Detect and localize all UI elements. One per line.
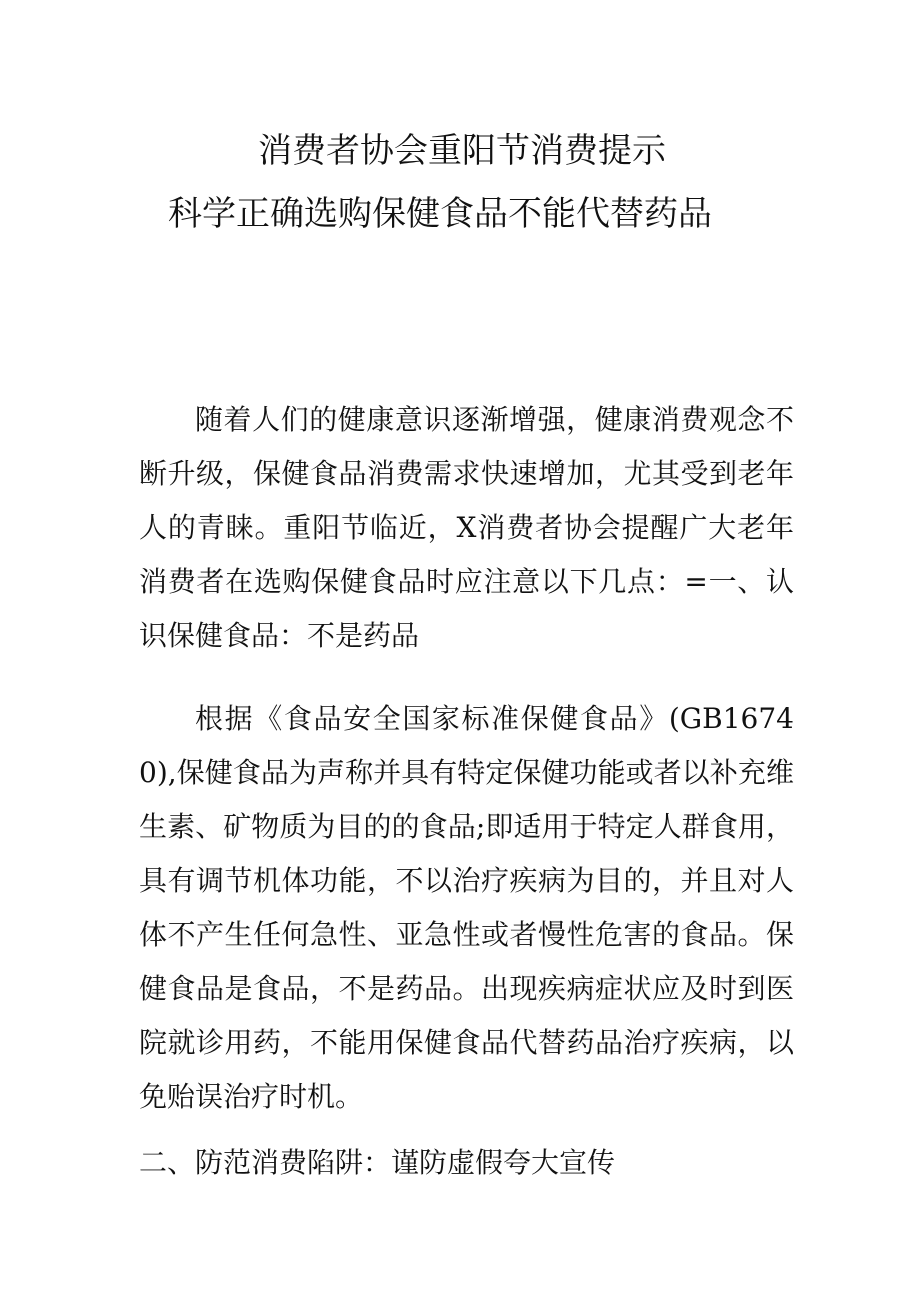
document-title: 消费者协会重阳节消费提示 [258, 131, 666, 171]
definition-paragraph: 根据《食品安全国家标准保健食品》(GB16740),保健食品为声称并具有特定保健功能或者以补充维生素、矿物质为目的的食品;即适用于特定人群食用，具有调节机体功能，不以治疗疾病为目的，并且对人体不产生任何急性、亚急性或者慢性危害的食品。保健食品是食品，不是药品。出现疾病症状应及时到医院就诊用药，不能用保健食品代替药品治疗疾病，以免贻误治疗时机。 [139, 702, 794, 1113]
section-heading-2: 二、防范消费陷阱：谨防虚假夸大宣传 [139, 1146, 616, 1179]
document-subtitle: 科学正确选购保健食品不能代替药品 [168, 194, 712, 234]
intro-paragraph: 随着人们的健康意识逐渐增强，健康消费观念不断升级，保健食品消费需求快速增加，尤其受到老年人的青睐。重阳节临近，X消费者协会提醒广大老年消费者在选购保健食品时应注意以下几点：=一、认识保健食品：不是药品 [139, 403, 794, 652]
